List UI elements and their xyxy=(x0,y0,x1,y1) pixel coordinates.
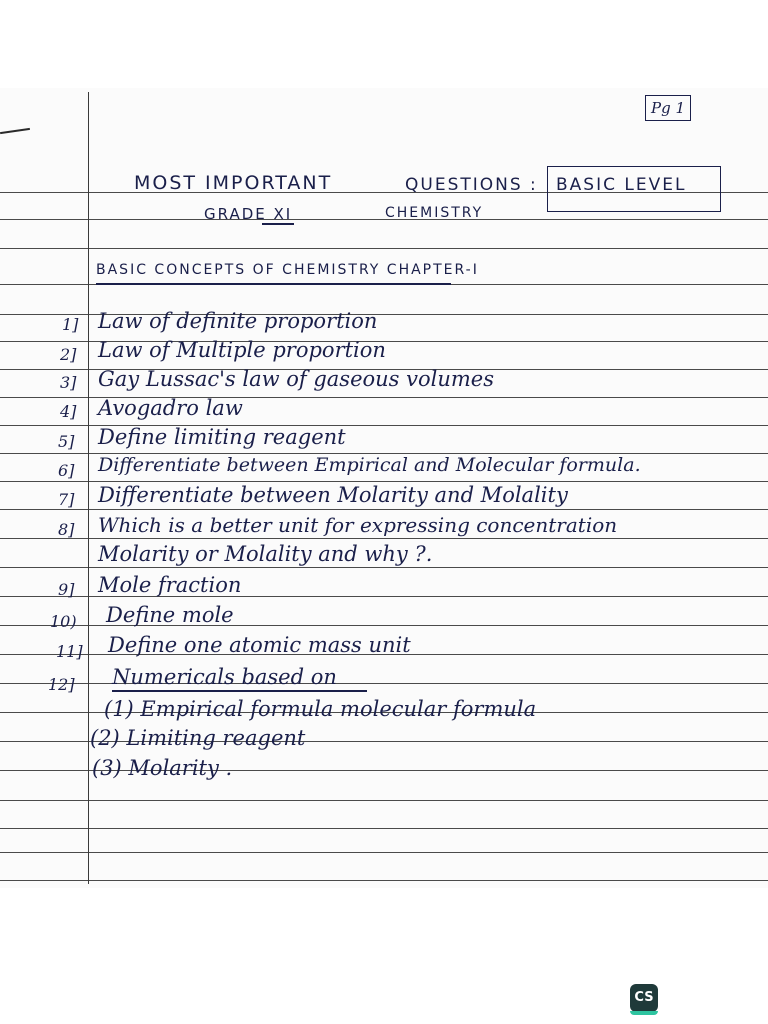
question-number: 3] xyxy=(60,373,77,392)
question-text: Define one atomic mass unit xyxy=(108,633,411,657)
question-text: Avogadro law xyxy=(98,396,243,420)
question-number: 12] xyxy=(48,675,75,694)
sub-item: (1) Empirical formula molecular formula xyxy=(104,697,537,721)
numericals-underline xyxy=(112,690,367,692)
question-text: Define limiting reagent xyxy=(98,425,346,449)
question-number: 4] xyxy=(60,402,77,421)
question-number: 2] xyxy=(60,345,77,364)
page-number: Pg 1 xyxy=(650,99,685,117)
title-questions: QUESTIONS : xyxy=(405,175,538,195)
ruled-line xyxy=(0,880,768,881)
ruled-line xyxy=(0,567,768,568)
ruled-line xyxy=(0,481,768,482)
question-text: Mole fraction xyxy=(98,573,242,597)
ruled-line xyxy=(0,828,768,829)
question-number: 6] xyxy=(58,461,75,480)
question-text: Numericals based on xyxy=(112,665,337,689)
question-text: Define mole xyxy=(106,603,234,627)
grade-underline xyxy=(262,223,294,225)
question-number: 1] xyxy=(62,315,79,334)
title-basic-level: BASIC LEVEL xyxy=(556,175,687,195)
page-number-box xyxy=(645,95,691,121)
sub-item: (2) Limiting reagent xyxy=(90,726,306,750)
camscanner-logo-icon xyxy=(630,984,658,1012)
ruled-line xyxy=(0,509,768,510)
question-text-continued: Molarity or Molality and why ?. xyxy=(98,542,433,566)
question-number: 9] xyxy=(58,580,75,599)
question-text: Law of Multiple proportion xyxy=(98,338,386,362)
question-number: 10) xyxy=(50,612,77,631)
ruled-line xyxy=(0,852,768,853)
question-text: Differentiate between Empirical and Molecular formula. xyxy=(98,454,641,476)
camscanner-logo-text: CS xyxy=(634,990,654,1005)
subject-label: CHEMISTRY xyxy=(385,205,484,221)
ruled-line xyxy=(0,248,768,249)
question-text: Which is a better unit for expressing concentration xyxy=(98,513,618,537)
question-text: Differentiate between Molarity and Molality xyxy=(98,483,568,507)
ruled-line xyxy=(0,219,768,220)
title-most-important: MOST IMPORTANT xyxy=(134,172,333,194)
question-text: Law of definite proportion xyxy=(98,309,378,333)
question-number: 8] xyxy=(58,520,75,539)
question-text: Gay Lussac's law of gaseous volumes xyxy=(98,367,494,391)
question-number: 5] xyxy=(58,432,75,451)
margin-line xyxy=(88,92,89,884)
chapter-heading-underline xyxy=(96,283,451,285)
question-number: 11] xyxy=(56,642,83,661)
chapter-heading: BASIC CONCEPTS OF CHEMISTRY CHAPTER-I xyxy=(96,262,479,278)
sub-item: (3) Molarity . xyxy=(92,756,233,780)
ruled-line xyxy=(0,538,768,539)
question-number: 7] xyxy=(58,490,75,509)
grade-label: GRADE XI xyxy=(204,205,293,223)
ruled-line xyxy=(0,800,768,801)
